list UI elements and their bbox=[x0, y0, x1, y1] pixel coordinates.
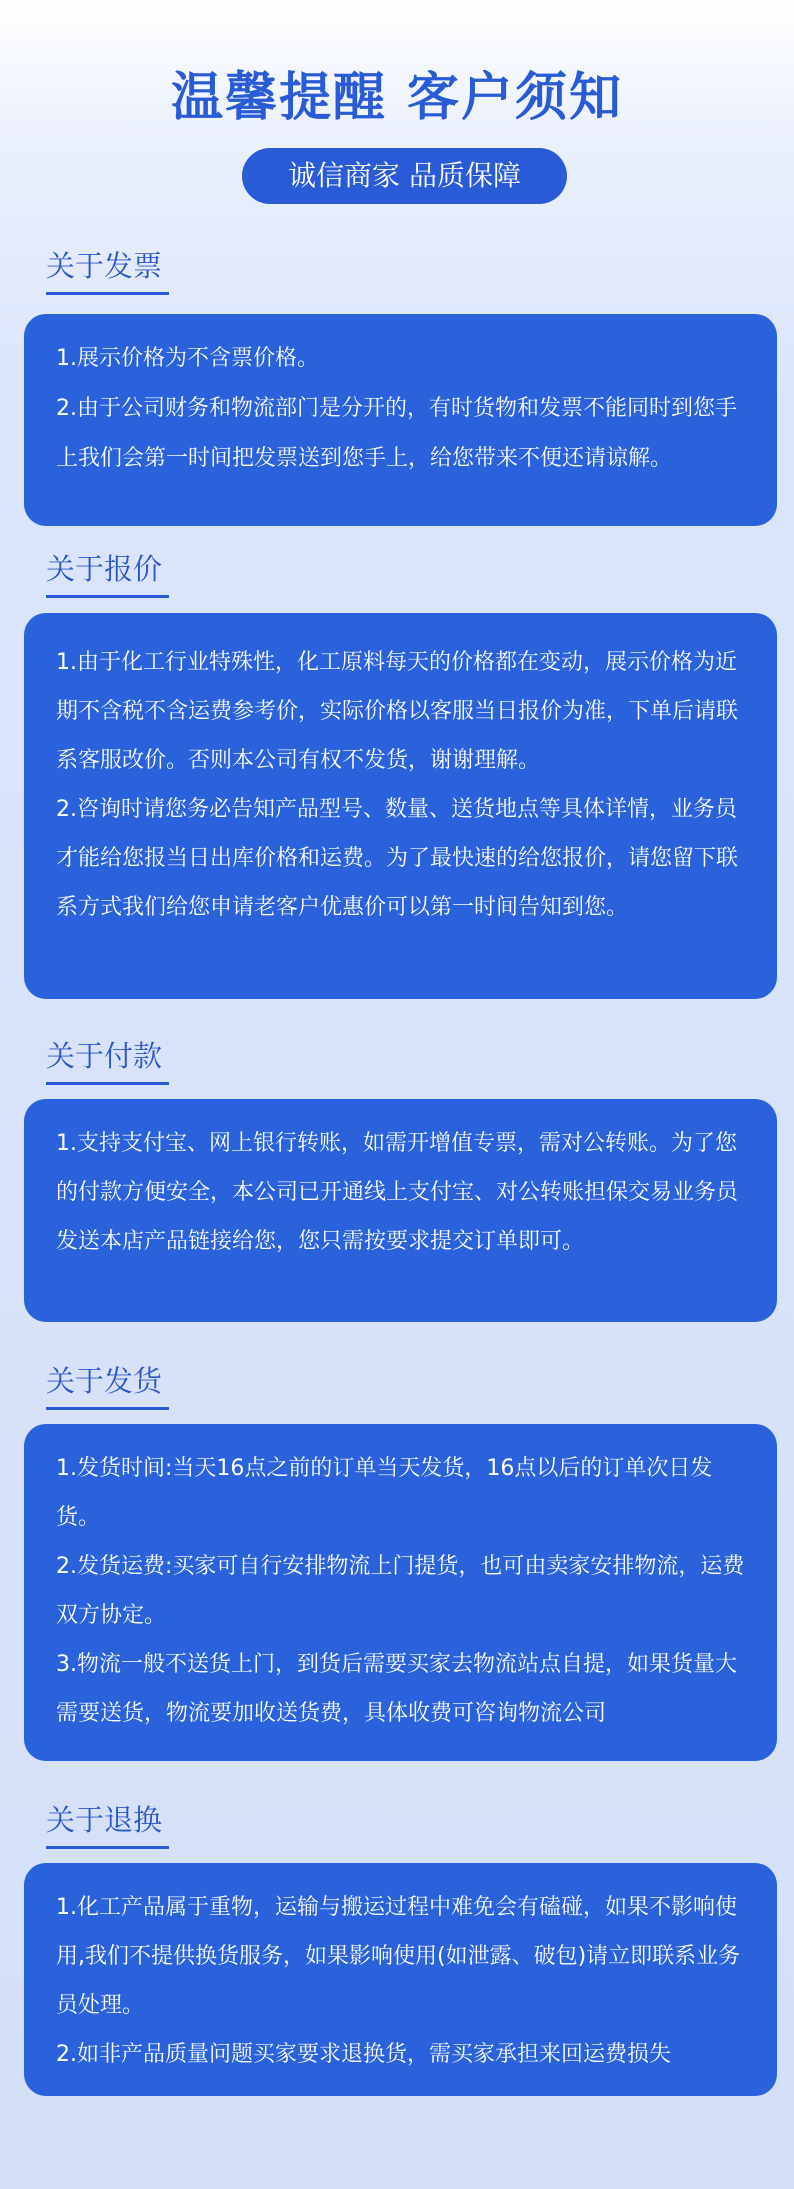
card-return bbox=[24, 1863, 777, 2096]
card-quote bbox=[24, 613, 777, 999]
section-heading-label: 关于发票 bbox=[46, 249, 163, 283]
list-item: 1.支持支付宝、网上银行转账，如需开增值专票，需对公转账。为了您的付款方便安全，本公司已开通线上支付宝、对公转账担保交易业务员发送本店产品链接给您，您只需按要求提交订单即可。 bbox=[56, 1131, 739, 1254]
card-shipping bbox=[24, 1424, 777, 1761]
list-item: 2.由于公司财务和物流部门是分开的，有时货物和发票不能同时到您手上我们会第一时间把发票送到您手上，给您带来不便还请谅解。 bbox=[56, 396, 737, 471]
page-title: 温馨提醒 客户须知 bbox=[170, 67, 624, 128]
list-item: 1.由于化工行业特殊性，化工原料每天的价格都在变动，展示价格为近期不含税不含运费参考价，实际价格以客服当日报价为准，下单后请联系客服改价。否则本公司有权不发货，谢谢理解。 bbox=[56, 650, 739, 773]
section-heading-label: 关于付款 bbox=[46, 1039, 163, 1073]
list-item: 1.发货时间:当天16点之前的订单当天发货，16点以后的订单次日发货。 bbox=[56, 1456, 713, 1530]
list-item: 1.化工产品属于重物，运输与搬运过程中难免会有磕碰，如果不影响使用,我们不提供换货服务，如果影响使用(如泄露、破包)请立即联系业务员处理。 bbox=[56, 1895, 741, 2018]
heading-underline bbox=[46, 1082, 169, 1085]
heading-underline bbox=[46, 595, 169, 598]
section-heading-return bbox=[46, 1800, 162, 1840]
heading-underline bbox=[46, 1846, 169, 1849]
card-payment bbox=[24, 1099, 777, 1322]
heading-underline bbox=[46, 292, 169, 295]
list-item: 2.如非产品质量问题买家要求退换货，需买家承担来回运费损失 bbox=[56, 2042, 671, 2067]
section-heading-label: 关于报价 bbox=[46, 552, 163, 586]
section-heading-shipping bbox=[46, 1361, 162, 1401]
section-heading-quote bbox=[46, 549, 162, 589]
section-heading-payment bbox=[46, 1036, 162, 1076]
slogan-badge: 诚信商家 品质保障 bbox=[242, 148, 567, 204]
list-item: 2.咨询时请您务必告知产品型号、数量、送货地点等具体详情，业务员才能给您报当日出库价格和运费。为了最快速的给您报价，请您留下联系方式我们给您申请老客户优惠价可以第一时间告知到您。 bbox=[56, 797, 739, 920]
card-invoice bbox=[24, 314, 777, 526]
section-heading-label: 关于发货 bbox=[46, 1364, 163, 1398]
section-heading-label: 关于退换 bbox=[46, 1803, 163, 1837]
list-item: 1.展示价格为不含票价格。 bbox=[56, 346, 319, 371]
list-item: 2.发货运费:买家可自行安排物流上门提货，也可由卖家安排物流，运费双方协定。 bbox=[56, 1554, 745, 1628]
section-heading-invoice bbox=[46, 246, 162, 286]
list-item: 3.物流一般不送货上门，到货后需要买家去物流站点自提，如果货量大需要送货，物流要加收送货费，具体收费可咨询物流公司 bbox=[56, 1652, 737, 1726]
heading-underline bbox=[46, 1407, 169, 1410]
